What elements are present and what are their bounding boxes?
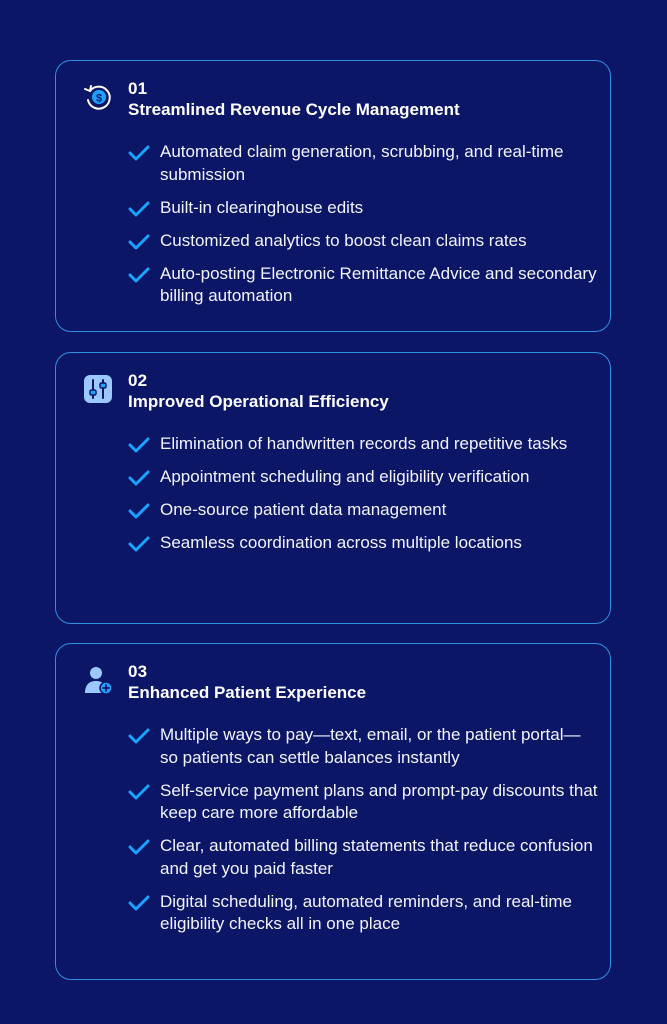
checkmark-icon (128, 502, 150, 520)
checkmark-icon (128, 233, 150, 251)
checkmark-icon (128, 469, 150, 487)
list-item-text: Multiple ways to pay—text, email, or the patient portal—so patients can settle balances instantly (160, 725, 581, 767)
list-item (128, 532, 598, 555)
checkmark-icon (128, 783, 150, 801)
list-item (128, 141, 598, 186)
list-item-text: Elimination of handwritten records and repetitive tasks (160, 434, 568, 453)
list-item (128, 891, 598, 936)
list-item-text: Clear, automated billing statements that reduce confusion and get you paid faster (160, 836, 593, 878)
sliders-icon (82, 373, 114, 405)
list-item (128, 263, 598, 308)
dollar-cycle-icon (82, 81, 114, 113)
feature-card-revenue-cycle (55, 60, 611, 332)
feature-card-patient-experience (55, 643, 611, 980)
checkmark-icon (128, 144, 150, 162)
list-item-text: One-source patient data management (160, 500, 447, 519)
feature-list (128, 433, 598, 565)
feature-list (128, 141, 598, 318)
list-item-text: Customized analytics to boost clean claims rates (160, 230, 527, 250)
list-item-text: Built-in clearinghouse edits (160, 197, 364, 217)
list-item-text: Automated claim generation, scrubbing, and real-time submission (160, 142, 564, 184)
checkmark-icon (128, 266, 150, 284)
svg-text:$: $ (95, 92, 103, 105)
list-item (128, 230, 598, 253)
checkmark-icon (128, 894, 150, 912)
list-item (128, 780, 598, 825)
list-item (128, 197, 598, 220)
checkmark-icon (128, 200, 150, 218)
card-title: Improved Operational Efficiency (128, 392, 389, 411)
list-item-text: Auto-posting Electronic Remittance Advice and secondary billing automation (160, 263, 597, 305)
list-item-text: Appointment scheduling and eligibility verification (160, 467, 530, 486)
list-item (128, 466, 598, 489)
card-number: 03 (128, 662, 148, 681)
list-item-text: Seamless coordination across multiple locations (160, 533, 522, 552)
list-item (128, 724, 598, 769)
checkmark-icon (128, 535, 150, 553)
patient-add-icon (82, 664, 114, 696)
list-item-text: Self-service payment plans and prompt-pay discounts that keep care more affordable (160, 780, 598, 822)
feature-list (128, 724, 598, 946)
card-title: Streamlined Revenue Cycle Management (128, 100, 460, 119)
card-number: 02 (128, 371, 148, 390)
card-number: 01 (128, 79, 148, 98)
card-title: Enhanced Patient Experience (128, 683, 367, 702)
list-item (128, 499, 598, 522)
list-item-text: Digital scheduling, automated reminders, and real-time eligibility checks all in one place (160, 891, 572, 933)
list-item (128, 433, 598, 456)
checkmark-icon (128, 838, 150, 856)
feature-card-operational-efficiency (55, 352, 611, 624)
list-item (128, 835, 598, 880)
checkmark-icon (128, 727, 150, 745)
checkmark-icon (128, 436, 150, 454)
